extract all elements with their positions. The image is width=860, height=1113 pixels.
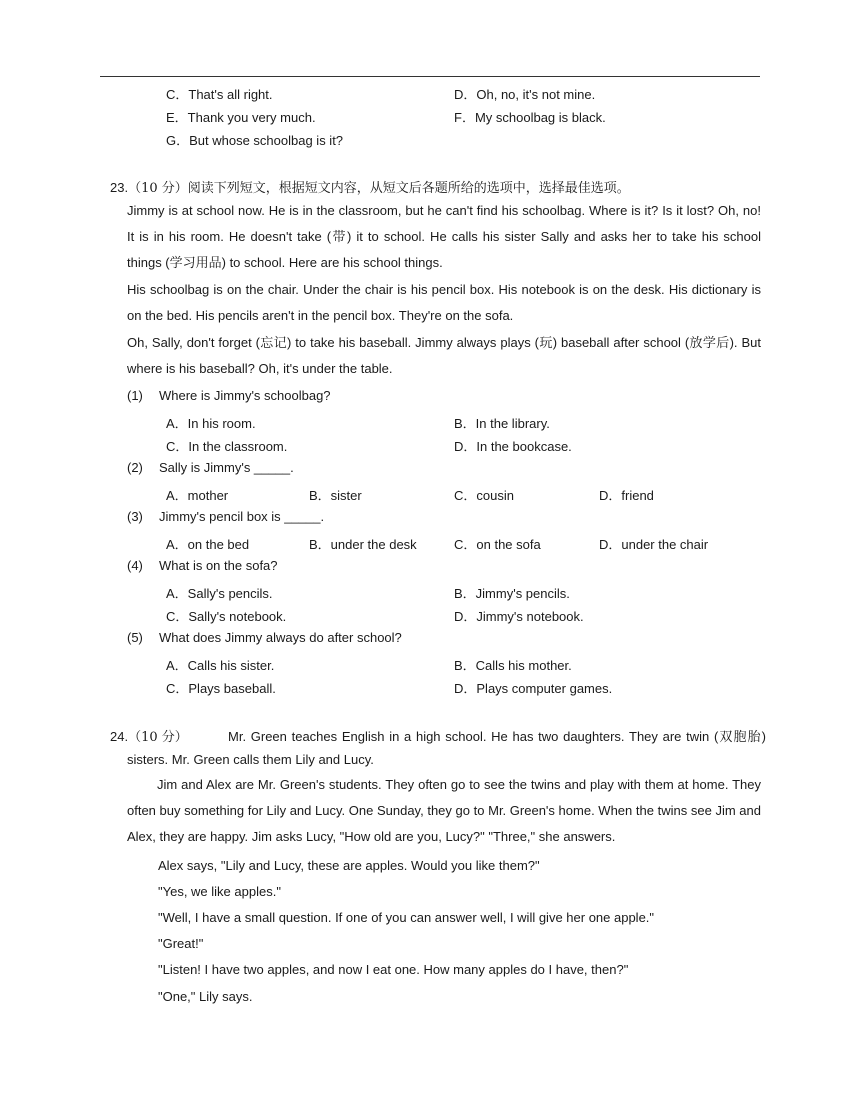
passage-24-first-line-cont: sisters. Mr. Green calls them Lily and Lucy.: [127, 752, 374, 767]
question-2-option-a[interactable]: A．mother: [166, 488, 229, 503]
question-3-option-c[interactable]: C．on the sofa: [454, 537, 541, 552]
option-f: F．My schoolbag is black.: [454, 110, 606, 125]
option-e: E．Thank you very much.: [166, 110, 316, 125]
question-4-text: What is on the sofa?: [159, 558, 278, 573]
question-5-text: What does Jimmy always do after school?: [159, 630, 402, 645]
question-3-text: Jimmy's pencil box is _____.: [159, 509, 325, 524]
dialogue-line-2: "Yes, we like apples.": [158, 884, 281, 899]
passage-paragraph-1: Jimmy is at school now. He is in the classroom, but he can't find his schoolbag. Where is it? Is it lost? Oh, no! It is in his room. He doesn't take (带) it to school. He calls his sister Sally and asks her to take his school things (学习用品) to school. Here are his school things.: [127, 203, 761, 270]
question-points: （10 分）: [128, 181, 188, 196]
question-3-number: (3): [127, 509, 143, 524]
question-23-header: [110, 177, 630, 196]
question-1-option-c[interactable]: C．In the classroom.: [166, 439, 288, 454]
passage-paragraph-2: His schoolbag is on the chair. Under the chair is his pencil box. His notebook is on the desk. His dictionary is on the bed. His pencils aren't in the pencil box. They're on the sofa.: [127, 282, 761, 323]
question-1-text: Where is Jimmy's schoolbag?: [159, 388, 331, 403]
question-1-number: (1): [127, 388, 143, 403]
question-4-number: (4): [127, 558, 143, 573]
question-1-option-a[interactable]: A．In his room.: [166, 416, 256, 431]
option-d: D．Oh, no, it's not mine.: [454, 87, 596, 102]
question-5-option-c[interactable]: C．Plays baseball.: [166, 681, 276, 696]
question-number: 23.: [110, 180, 129, 195]
question-4-option-b[interactable]: B．Jimmy's pencils.: [454, 586, 570, 601]
question-5-option-d[interactable]: D．Plays computer games.: [454, 681, 613, 696]
question-2-text: Sally is Jimmy's _____.: [159, 460, 294, 475]
dialogue-line-5: "Listen! I have two apples, and now I eat one. How many apples do I have, then?": [158, 962, 629, 977]
question-3-option-b[interactable]: B．under the desk: [309, 537, 417, 552]
dialogue-line-6: "One," Lily says.: [158, 989, 253, 1004]
question-points: （10 分）: [128, 730, 188, 745]
question-2-option-b[interactable]: B．sister: [309, 488, 362, 503]
question-5-option-b[interactable]: B．Calls his mother.: [454, 658, 572, 673]
question-2-option-d[interactable]: D．friend: [599, 488, 654, 503]
question-2-option-c[interactable]: C．cousin: [454, 488, 514, 503]
question-4-option-c[interactable]: C．Sally's notebook.: [166, 609, 287, 624]
option-g: G．But whose schoolbag is it?: [166, 133, 344, 148]
question-3-option-a[interactable]: A．on the bed: [166, 537, 250, 552]
question-1-option-d[interactable]: D．In the bookcase.: [454, 439, 572, 454]
question-number: 24.: [110, 729, 129, 744]
passage-24-first-line: Mr. Green teaches English in a high school. He has two daughters. They are twin (双胞胎): [228, 729, 766, 744]
question-5-number: (5): [127, 630, 143, 645]
header-rule: [100, 76, 760, 77]
question-5-option-a[interactable]: A．Calls his sister.: [166, 658, 275, 673]
dialogue-line-4: "Great!": [158, 936, 204, 951]
question-4-option-d[interactable]: D．Jimmy's notebook.: [454, 609, 584, 624]
question-instruction: 阅读下列短文，根据短文内容，从短文后各题所给的选项中，选择最佳选项。: [187, 181, 630, 196]
question-4-option-a[interactable]: A．Sally's pencils.: [166, 586, 273, 601]
dialogue-line-1: Alex says, "Lily and Lucy, these are apples. Would you like them?": [158, 858, 540, 873]
passage-paragraph-3: Oh, Sally, don't forget (忘记) to take his baseball. Jimmy always plays (玩) baseball after school (放学后). But where is his baseball? Oh, it's under the table.: [127, 335, 761, 376]
question-1-option-b[interactable]: B．In the library.: [454, 416, 550, 431]
passage-24-paragraph-2: Jim and Alex are Mr. Green's students. They often go to see the twins and play with them at home. They often buy something for Lily and Lucy. One Sunday, they go to Mr. Green's home. When the twins see Jim and Alex, they are happy. Jim asks Lucy, "How old are you, Lucy?" "Three," she answers.: [127, 777, 761, 844]
question-24-header: [110, 726, 188, 745]
option-c: C．That's all right.: [166, 87, 273, 102]
question-2-number: (2): [127, 460, 143, 475]
question-3-option-d[interactable]: D．under the chair: [599, 537, 709, 552]
dialogue-line-3: "Well, I have a small question. If one of you can answer well, I will give her one apple.": [158, 910, 655, 925]
